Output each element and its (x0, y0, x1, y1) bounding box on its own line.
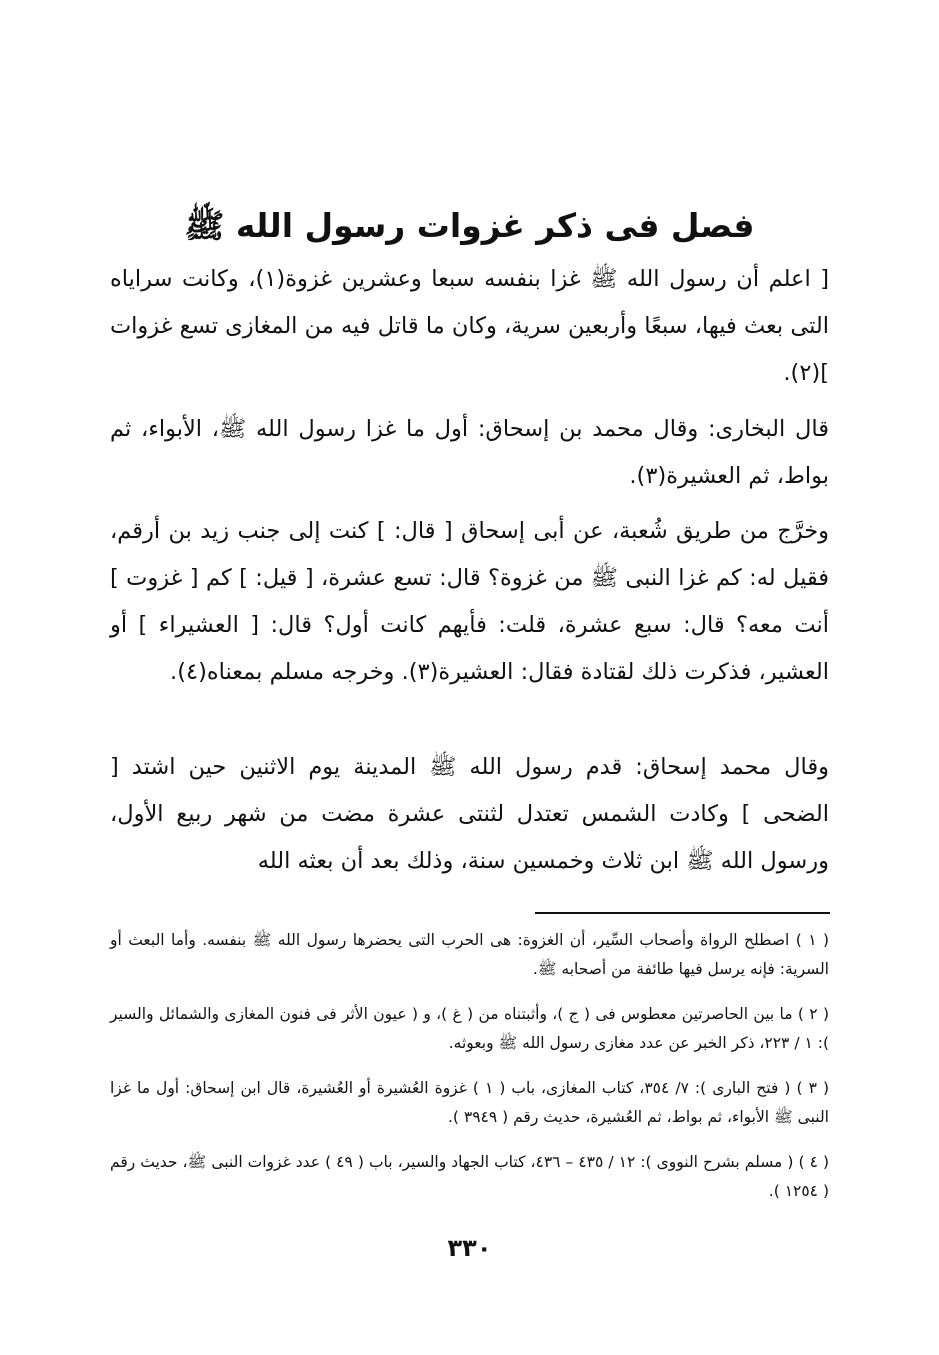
footnote: ( ٤ ) ( مسلم بشرح النووى ): ١٢ / ٤٣٥ – ٤٣٦، كتاب الجهاد والسير، باب ( ٤٩ ) عدد غزوات النبى ﷺ، حديث رقم ( ١٢٥٤ ). (110, 1153, 829, 1200)
footnote-divider (535, 912, 830, 914)
footnote: ( ١ ) اصطلح الرواة وأصحاب السِّير، أن الغزوة: هى الحرب التى يحضرها رسول الله ﷺ بنفسه. وأما البعث أو السرية: فإنه يرسل فيها طائفة من أصحابه ﷺ. (110, 931, 829, 978)
footnote: ( ٢ ) ما بين الحاصرتين معطوس فى ( ج )، وأثبتناه من ( غ )، و ( عيون الأثر فى فنون المغازى والشمائل والسير ): ١ / ٢٢٣، ذكر الخبر عن عدد مغازى رسول الله ﷺ وبعوثه. (110, 1005, 829, 1052)
page-number: ٣٣٠ (447, 1234, 492, 1262)
footnote: ( ٣ ) ( فتح البارى ): ٧/ ٣٥٤، كتاب المغازى، باب ( ١ ) غزوة العُشيرة أو العُشيرة، قال ابن إسحاق: أول ما غزا النبى ﷺ الأبواء، ثم بواط، ثم العُشيرة، حديث رقم ( ٣٩٤٩ ). (110, 1079, 830, 1126)
chapter-title: فصل فى ذكر غزوات رسول الله ﷺ (184, 206, 755, 246)
body-paragraph: قال البخارى: وقال محمد بن إسحاق: أول ما غزا رسول الله ﷺ، الأبواء، ثم بواط، ثم العشيرة(٣). (110, 416, 829, 489)
body-paragraph: وخرَّج من طريق شُعبة، عن أبى إسحاق [ قال: ] كنت إلى جنب زيد بن أرقم، فقيل له: كم غزا النبى ﷺ من غزوة؟ قال: تسع عشرة، [ قيل: ] كم [ غزوت ] أنت معه؟ قال: سبع عشرة، قلت: فأيهم كانت أول؟ قال: [ العشيراء ] أو العشير، فذكرت ذلك لقتادة فقال: العشيرة(٣). وخرجه مسلم بمعناه(٤). (110, 518, 829, 685)
body-paragraph: وقال محمد إسحاق: قدم رسول الله ﷺ المدينة يوم الاثنين حين اشتد [ الضحى ] وكادت الشمس تعتدل لثنتى عشرة مضت من شهر ربيع الأول، ورسول الله ﷺ ابن ثلاث وخمسين سنة، وذلك بعد أن بعثه الله (110, 754, 829, 874)
body-paragraph: [ اعلم أن رسول الله ﷺ غزا بنفسه سبعا وعشرين غزوة(١)، وكانت سراياه التى بعث فيها، سبعًا وأربعين سرية، وكان ما قاتل فيه من المغازى تسع غزوات ](٢). (110, 266, 830, 386)
